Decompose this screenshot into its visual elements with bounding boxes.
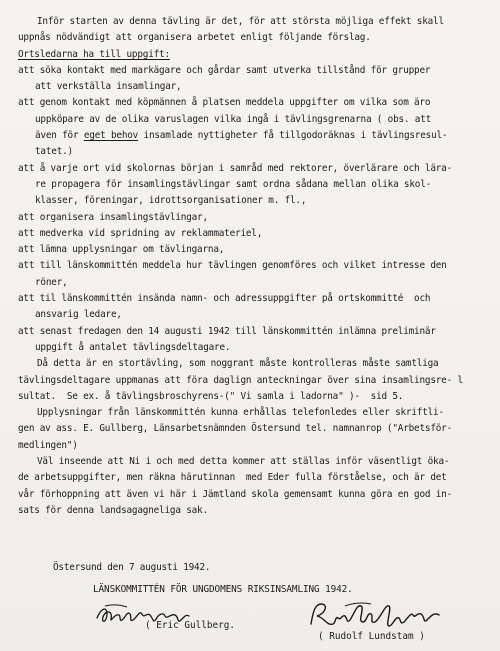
signatory-gullberg: ( Eric Gullberg. xyxy=(145,620,236,631)
letter-body xyxy=(18,14,494,519)
letter-line: de arbetsuppgifter, men räkna härutinnan med Eder fulla förståelse, och är det xyxy=(18,472,447,484)
letter-line: gen av ass. E. Gullberg, Länsarbetsnämnden Östersund tel. namnanrop ("Arbetsför- xyxy=(18,423,453,435)
letter-line: Ortsledarna ha till uppgift: xyxy=(18,48,170,60)
letter-line: ansvarig ledare, xyxy=(35,309,122,321)
letter-line: att senast fredagen den 14 augusti 1942 till länskommittén inlämna preliminär xyxy=(18,325,436,337)
letter-line: Väl inseende att Ni i och med detta kommer att ställas inför väsentligt öka- xyxy=(37,456,450,468)
letter-line: tävlingsdeltagare uppmanas att föra daglign anteckningar över sina insamlingsre- l xyxy=(18,374,463,386)
letter-line: sats för denna landsagagneliga sak. xyxy=(18,504,208,516)
letter-line: Då detta är en stortävling, som noggrant måste kontrolleras måste samtliga xyxy=(37,358,439,370)
handwritten-signature-lundstam xyxy=(305,598,445,632)
signatory-lundstam: ( Rudolf Lundstam ) xyxy=(318,631,425,642)
letter-line: re propagera för insamlingstävlingar samt ordna sådana mellan olika skol- xyxy=(35,178,432,190)
letter-line: Inför starten av denna tävling är det, för att största möjliga effekt skall xyxy=(37,16,444,27)
letter-line: att till länskommittén meddela hur tävlingen genomföres och vilket intresse den xyxy=(18,260,447,272)
letter-line: att söka kontakt med markägare och gårdar samt utverka tillstånd för grupper xyxy=(18,64,431,76)
letter-line: uppnås nödvändigt att organisera arbetet enligt följande förslag. xyxy=(18,32,371,44)
letter-line: vår förhoppning att även vi här i Jämtland skola gemensamt kunna göra en god in- xyxy=(18,488,453,500)
letter-line: även för eget behov insamlade nyttigheter få tillgodoräknas i tävlingsresul- xyxy=(35,130,448,142)
date-line: Östersund den 7 augusti 1942. xyxy=(53,562,211,573)
letter-line: Upplysningar från länskommittén kunna erhållas telefonledes eller skriftli- xyxy=(37,407,444,419)
letter-line: röner, xyxy=(35,276,68,288)
letter-line: att genom kontakt med köpmännen å platsen meddela uppgifter om vilka som äro xyxy=(18,97,431,109)
letter-line: att verkställa insamlingar, xyxy=(35,81,182,93)
letter-line: tatet.) xyxy=(35,146,73,158)
letter-line: att å varje ort vid skolornas början i samråd med rektorer, överlärare och lära- xyxy=(18,162,453,174)
letter-line: att medverka vid spridning av reklammateriel, xyxy=(18,227,263,239)
letter-line: sultat. Se ex. å tävlingsbroschyrens-(" Vi samla i ladorna" )- sid 5. xyxy=(18,390,404,402)
committee-signature-line: LÄNSKOMMITTÉN FÖR UNGDOMENS RIKSINSAMLING 1942. xyxy=(93,584,353,595)
letter-line: att lämna upplysningar om tävlingarna, xyxy=(18,244,225,256)
letter-line: uppgift å antalet tävlingsdeltagare. xyxy=(35,341,231,353)
letter-line: klasser, föreningar, idrottsorganisationer m. fl., xyxy=(35,195,307,207)
letter-line: att organisera insamlingstävlingar, xyxy=(18,211,208,223)
signature-lundstam-drawing xyxy=(305,598,445,632)
letter-line: uppköpare av de olika varuslagen vilka ingå i tävlingsgrenarna ( obs. att xyxy=(35,113,432,125)
letter-line: medlingen") xyxy=(18,439,78,451)
letter-line: att til länskommittén insända namn- och adressuppgifter på ortskommitté och xyxy=(18,293,431,305)
underlined-phrase: eget behov xyxy=(83,130,139,142)
